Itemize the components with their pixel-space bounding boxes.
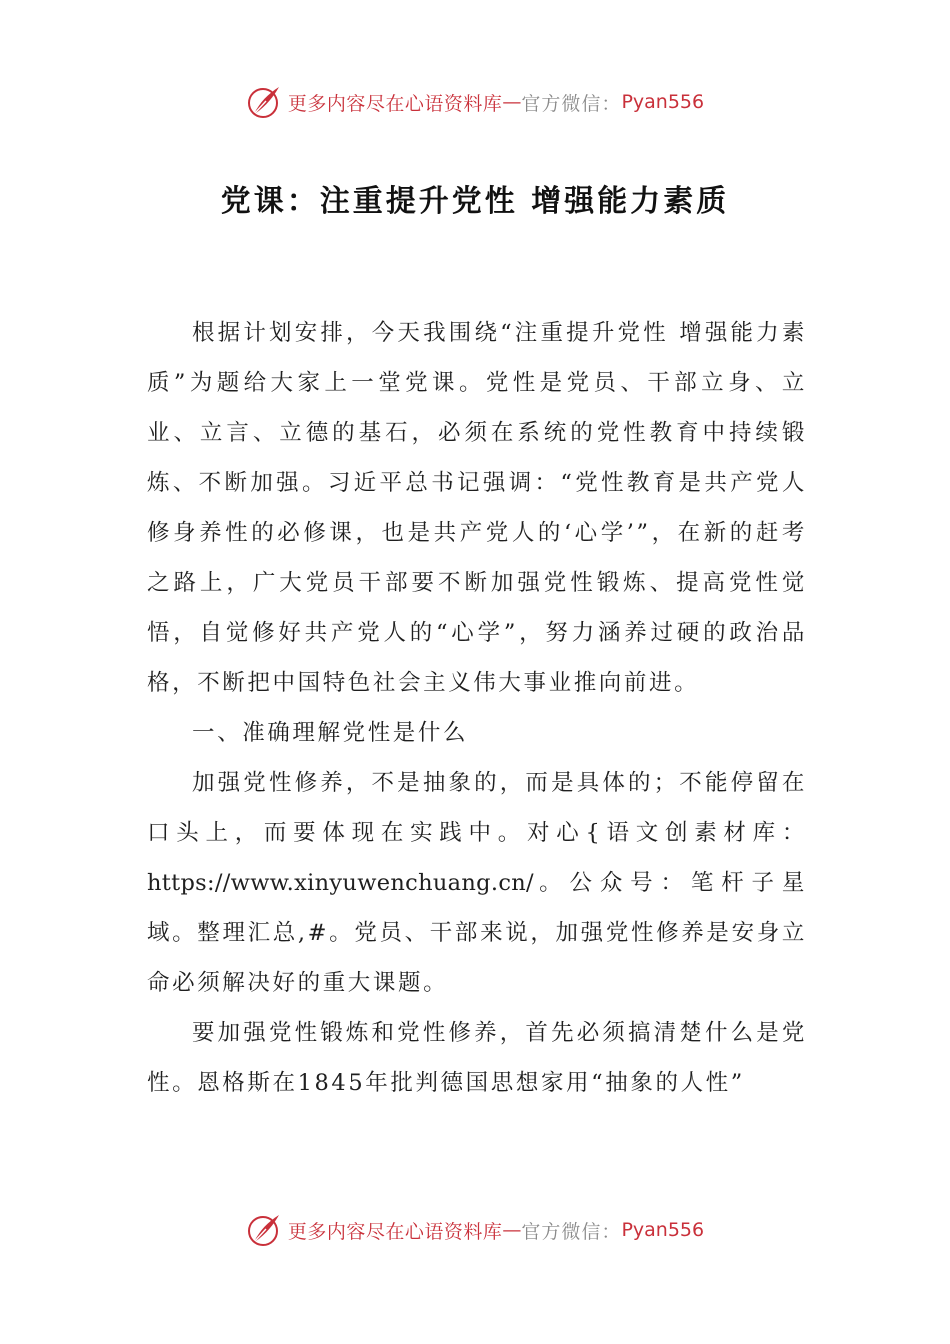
source-url-text: https://www.xinyuwenchuang.cn/ — [147, 870, 534, 896]
banner-contact-label: 官方微信： — [521, 92, 622, 115]
header-watermark-banner — [0, 80, 950, 124]
banner-contact-label: 官方微信： — [521, 1220, 622, 1243]
paragraph-definition: 要加强党性锻炼和党性修养，首先必须搞清楚什么是党性。恩格斯在1845年批判德国思想家用“抽象的人性” — [147, 1020, 807, 1096]
paragraph-intro: 根据计划安排，今天我围绕“注重提升党性 增强能力素质”为题给大家上一堂党课。党性是党员、干部立身、立业、立言、立德的基石，必须在系统的党性教育中持续锻炼、不断加强。习近平总书记强调：“党性教育是共产党人修身养性的必修课，也是共产党人的‘心学’”，在新的赶考之路上，广大党员干部要不断加强党性锻炼、提高党性觉悟，自觉修好共产党人的“心学”，努力涵养过硬的政治品格，不断把中国特色社会主义伟大事业推向前进。 — [147, 320, 807, 696]
banner-separator: — — [502, 91, 522, 113]
banner-contact-id: Pyan556 — [621, 91, 705, 113]
paragraph-text: 。公众号：笔杆子星域。整理汇总,#。党员、干部来说，加强党性修养是安身立命必须解决好的重大课题。 — [147, 870, 807, 996]
document-title: 党课：注重提升党性 增强能力素质 — [220, 184, 730, 219]
banner-separator: — — [502, 1219, 522, 1241]
section-heading: 一、准确理解党性是什么 — [192, 720, 469, 746]
paragraph-party-spirit — [147, 758, 807, 1008]
banner-contact-id: Pyan556 — [621, 1219, 705, 1241]
quill-logo-icon — [246, 1212, 282, 1248]
banner-text: 更多内容尽在心语资料库 — [287, 1220, 503, 1243]
banner-text: 更多内容尽在心语资料库 — [287, 92, 503, 115]
footer-watermark-banner — [0, 1208, 950, 1252]
paragraph-text: 加强党性修养，不是抽象的，而是具体的；不能停留在口头上，而要体现在实践中。对心{语文创素材库： — [147, 770, 807, 846]
quill-logo-icon — [246, 84, 282, 120]
document-body — [147, 308, 807, 1108]
